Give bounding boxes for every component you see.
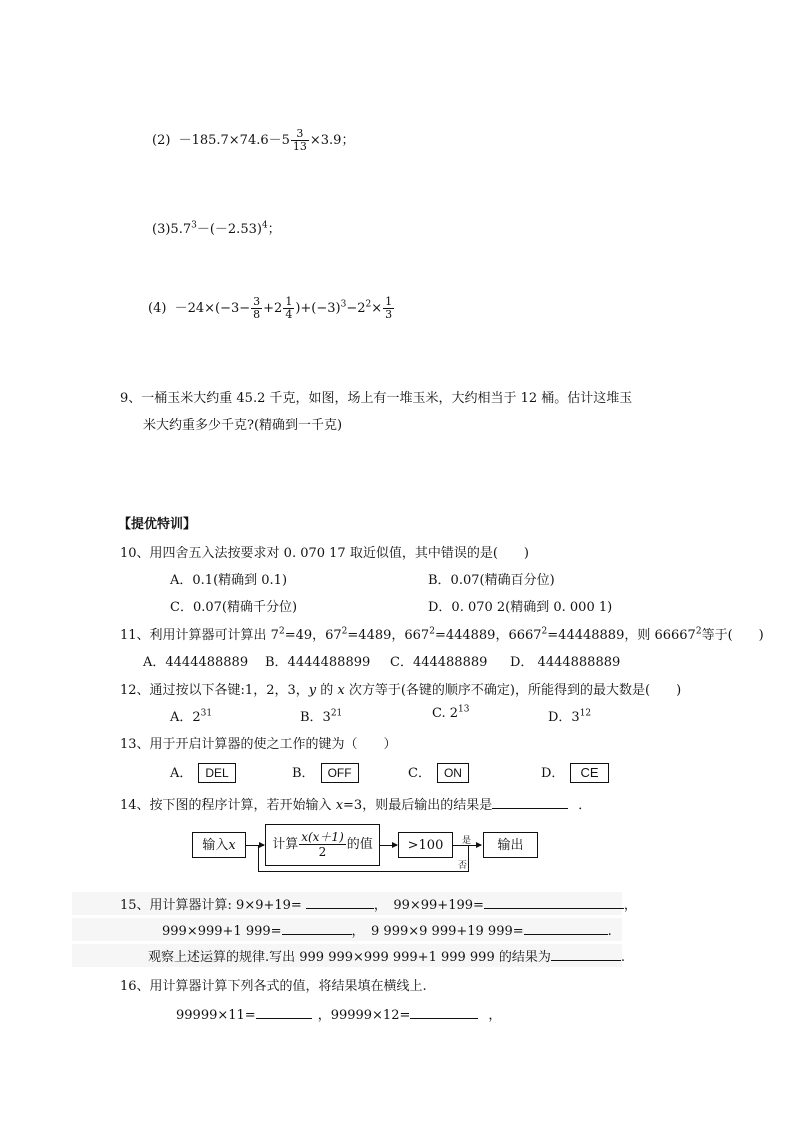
q10-stem: 10、用四舍五入法按要求对 0. 070 17 取近似值，其中错误的是( )	[120, 546, 529, 561]
q10-option-b: B．0.07(精确百分位)	[428, 573, 555, 588]
flow-loop-down	[468, 846, 469, 872]
q8-part4: (4) －24×(−3− $\frac{3}{8}$ +2 $\frac{1}{4}$ )$+(-3)^3-2^2\times$ $\frac{1}{3}$	[148, 295, 393, 321]
key-on: ON	[437, 763, 469, 783]
q13-option-a: A． DEL	[170, 762, 236, 783]
q11-option-d: D． 4444888889	[510, 655, 621, 670]
q13-stem: 13、用于开启计算器的使之工作的键为（ ）	[120, 737, 397, 752]
fraction: $\frac{3}{13}$	[292, 127, 307, 153]
q12-stem: 12、通过按以下各键:1，2，3，y 的 x 次方等于(各键的顺序不确定)，所能得到的最大数是( )	[120, 683, 682, 698]
fraction: $\frac{1}{3}$	[385, 295, 393, 321]
answer-blank[interactable]	[551, 948, 621, 961]
answer-blank[interactable]	[256, 1006, 312, 1019]
q12-option-d: D．$3^{12}$	[548, 708, 592, 725]
q8-part3: $(3)5.7^3-(-2.53)^4$；	[152, 220, 281, 237]
q11-option-c: C．444488889	[390, 655, 488, 670]
flow-loop-up	[258, 845, 259, 872]
answer-blank[interactable]	[492, 796, 568, 809]
q11-option-b: B．4444488899	[265, 655, 371, 670]
q11-option-a: A．4444488889	[143, 655, 249, 670]
q9-line2: 米大约重多少千克?(精确到一千克)	[143, 418, 343, 433]
key-ce: CE	[570, 763, 608, 783]
answer-blank[interactable]	[524, 922, 608, 935]
q10-option-a: A．0.1(精确到 0.1)	[170, 573, 288, 588]
q15-line3: 观察上述运算的规律.写出 999 999×999 999+1 999 999 的结果为 .	[72, 944, 622, 967]
flow-arrow	[246, 845, 264, 846]
fraction: $\frac{3}{8}$	[253, 295, 261, 321]
q12-option-a: A．$2^{31}$	[170, 708, 213, 725]
q8-part2: (2) －185.7×74.6－5 $\frac{3}{13}$ ×3.9；	[152, 127, 355, 153]
q16-line: 99999×11= ，99999×12= ，	[176, 1008, 502, 1023]
q10-option-d: D．0. 070 2(精确到 0. 000 1)	[428, 600, 613, 615]
q16-stem: 16、用计算器计算下列各式的值，将结果填在横线上.	[120, 979, 427, 994]
q15-line1: 15、用计算器计算: 9×9+19= ， 99×99+199= ，	[72, 892, 622, 915]
q13-option-b: B． OFF	[292, 762, 359, 783]
q12-option-c: C. $2^{13}$	[432, 704, 470, 721]
q9-line1: 9、一桶玉米大约重 45.2 千克，如图，场上有一堆玉米，大约相当于 12 桶。估计这堆玉	[120, 391, 633, 406]
flow-input-box: 输入x	[192, 832, 246, 858]
q12-option-b: B．$3^{21}$	[300, 708, 343, 725]
flow-yes-label: 是	[462, 836, 472, 846]
flow-output-box: 输出	[483, 832, 538, 858]
section-title: 【提优特训】	[118, 517, 197, 532]
q13-option-c: C． ON	[408, 762, 469, 783]
q11-stem: 11、利用计算器可计算出 $7^2=49$，$67^2=4489$，$667^2=444889$，$6667^2=44448889$，则 66667$^2$等于( )	[120, 626, 764, 643]
fraction: $\frac{1}{4}$	[285, 295, 293, 321]
key-off: OFF	[321, 763, 359, 783]
q15-line2: 999×999+1 999= ， 9 999×9 999+19 999= .	[72, 918, 622, 941]
flow-no-label: 否	[458, 861, 468, 871]
flow-arrow	[380, 845, 397, 846]
q13-option-d: D． CE	[541, 762, 609, 783]
answer-blank[interactable]	[306, 896, 374, 909]
flow-loop-bottom	[258, 871, 469, 872]
answer-blank[interactable]	[282, 922, 352, 935]
q10-option-c: C．0.07(精确千分位)	[170, 600, 298, 615]
q14-stem: 14、按下图的程序计算，若开始输入 x=3，则最后输出的结果是 ．	[120, 798, 592, 813]
flow-calc-box: 计算 $\frac{x(x+1)}{2}$ 的值	[265, 824, 380, 866]
key-del: DEL	[198, 763, 235, 783]
answer-blank[interactable]	[484, 896, 624, 909]
flow-condition-box: >100	[398, 832, 453, 858]
answer-blank[interactable]	[410, 1006, 478, 1019]
